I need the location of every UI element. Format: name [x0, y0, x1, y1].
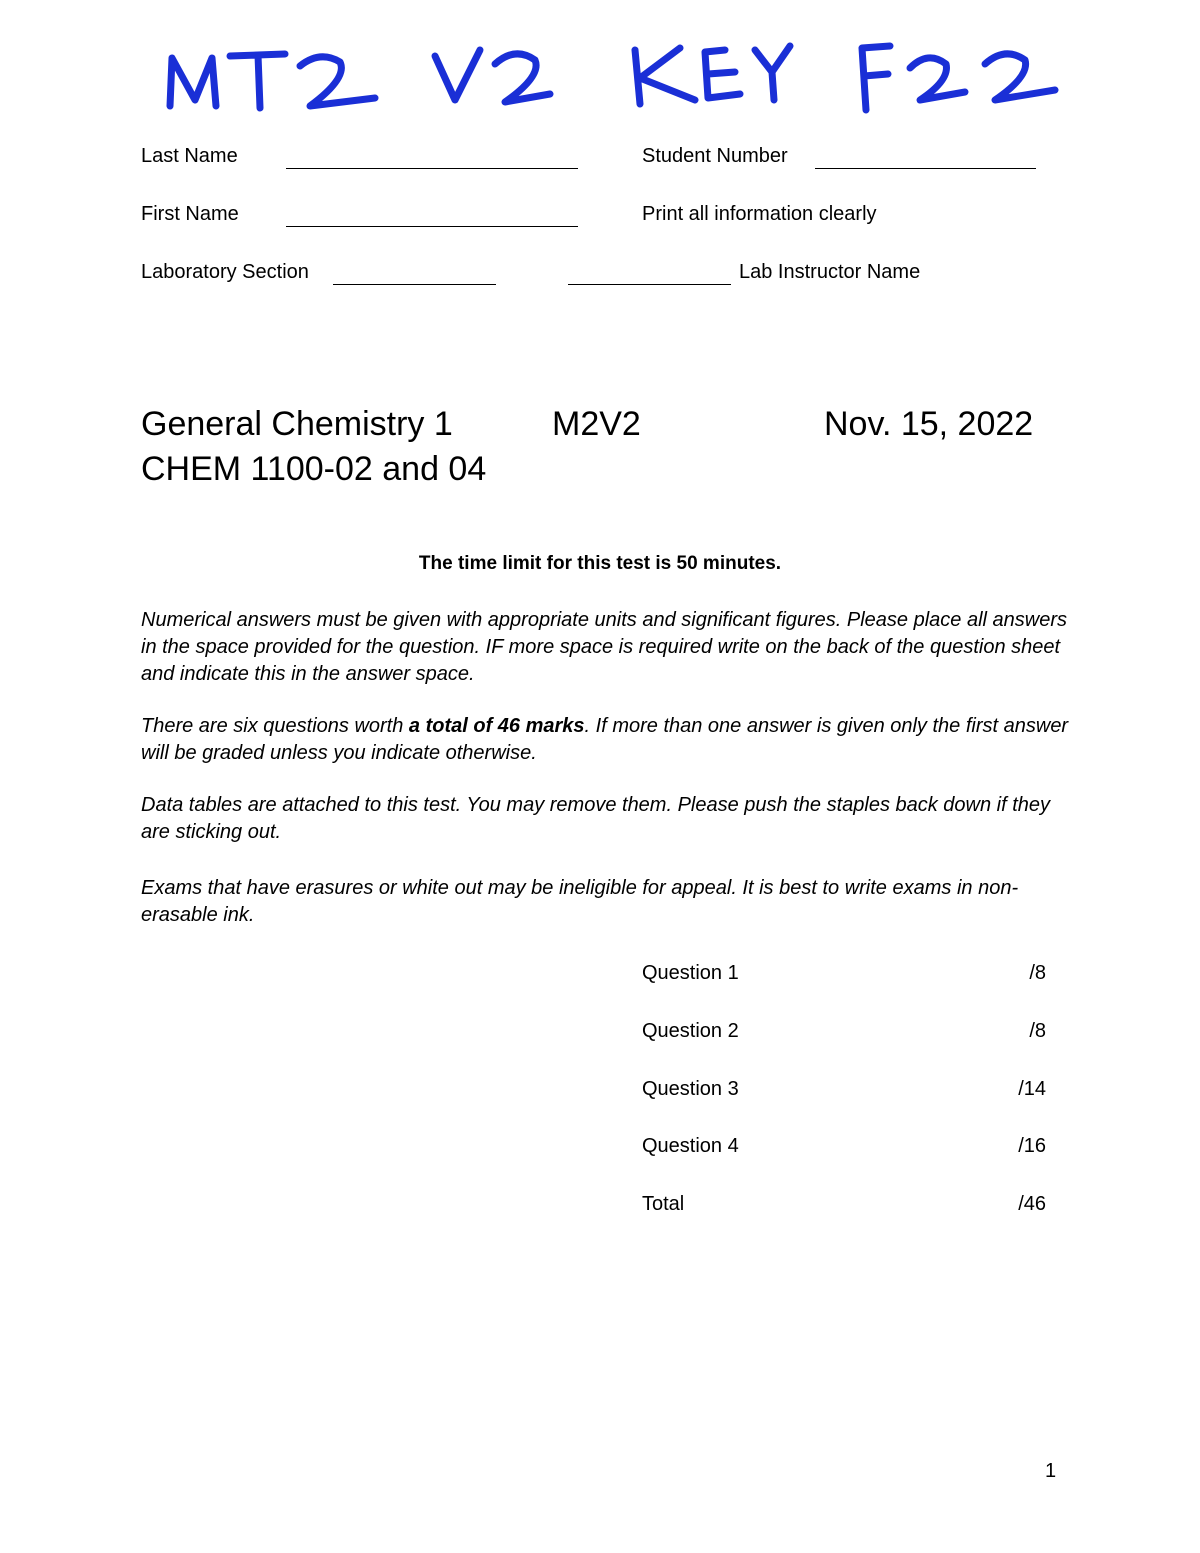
exam-code: M2V2	[552, 405, 641, 443]
score-label-q2: Question 2	[642, 1020, 739, 1042]
first-name-label: First Name	[141, 203, 239, 225]
instructions-units: Numerical answers must be given with appropriate units and significant figures. Please place all answers in the space provided for the question. IF more space is required write on the back of the question sheet and indicate this in the answer space.	[141, 609, 1068, 685]
score-label-q3: Question 3	[642, 1078, 739, 1100]
instructions-data-tables: Data tables are attached to this test. You may remove them. Please push the staples back down if they are sticking out.	[141, 794, 1051, 843]
lab-section-line[interactable]	[333, 284, 496, 285]
instructions-erasures: Exams that have erasures or white out may be ineligible for appeal. It is best to write exams in non-erasable ink.	[141, 877, 1019, 926]
score-label-total: Total	[642, 1193, 685, 1215]
page-number: 1	[1045, 1460, 1057, 1482]
time-limit: The time limit for this test is 50 minutes.	[418, 553, 782, 574]
student-number-label: Student Number	[642, 145, 788, 167]
score-marks-q2: /8	[1029, 1020, 1046, 1042]
last-name-label: Last Name	[141, 145, 238, 167]
score-label-q1: Question 1	[642, 962, 739, 984]
marks-total: a total of 46 marks	[408, 715, 585, 737]
score-marks-q3: /14	[1018, 1078, 1046, 1100]
course-title: General Chemistry 1	[141, 405, 453, 443]
student-number-line[interactable]	[815, 168, 1036, 169]
exam-date: Nov. 15, 2022	[824, 405, 1034, 443]
instructions-marks	[141, 713, 1071, 767]
score-label-q4: Question 4	[642, 1135, 739, 1157]
first-name-line[interactable]	[286, 226, 578, 227]
score-marks-q4: /16	[1018, 1135, 1046, 1157]
lab-instructor-label: Lab Instructor Name	[739, 261, 921, 283]
handwritten-title-annotation	[150, 28, 1070, 123]
print-note: Print all information clearly	[642, 203, 877, 225]
lab-section-label: Laboratory Section	[141, 261, 309, 283]
last-name-line[interactable]	[286, 168, 578, 169]
marks-text-after: . If more than one answer is given only the first answer will be graded unless you indicate otherwise.	[141, 715, 1069, 764]
course-code: CHEM 1100-02 and 04	[141, 450, 487, 488]
lab-instructor-line[interactable]	[568, 284, 731, 285]
marks-text-before: There are six questions worth	[141, 715, 409, 737]
score-marks-total: /46	[1018, 1193, 1046, 1215]
score-marks-q1: /8	[1029, 962, 1046, 984]
